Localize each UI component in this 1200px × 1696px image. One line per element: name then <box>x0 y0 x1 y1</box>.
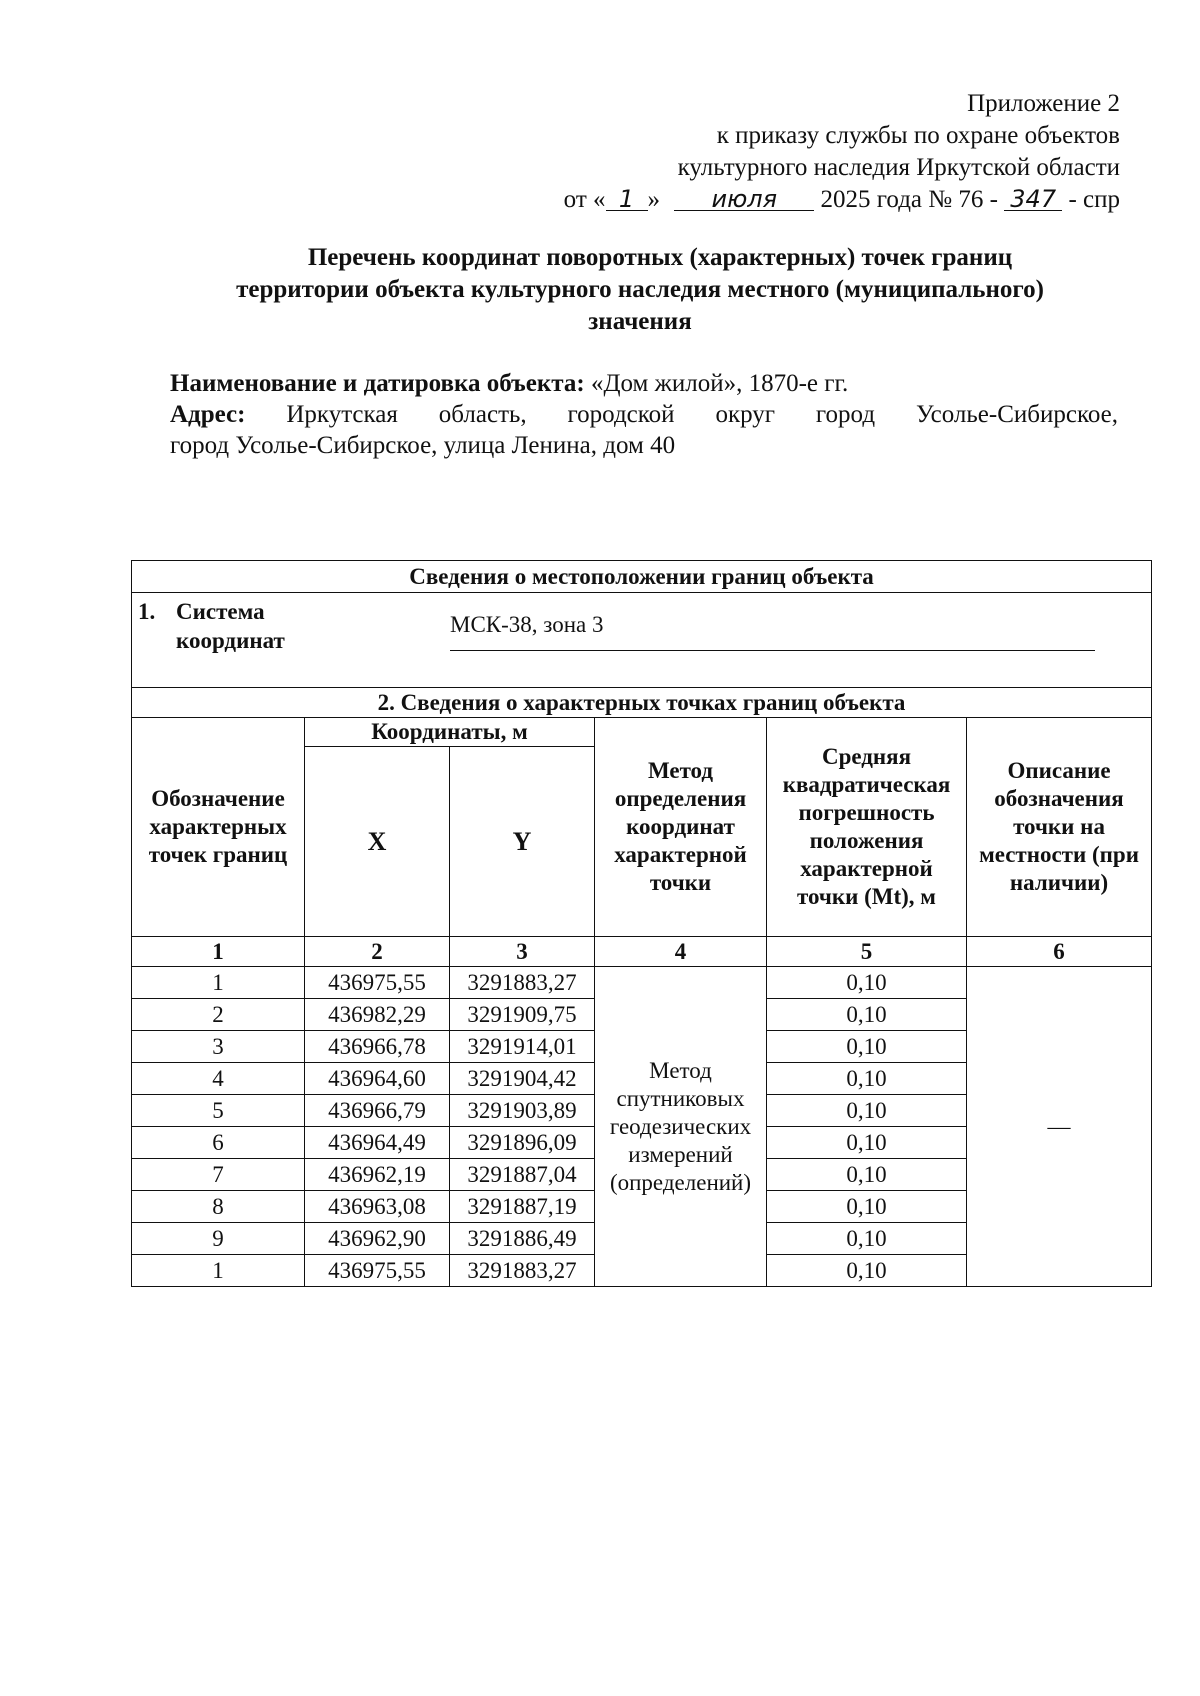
handwritten-day: 1 <box>606 188 648 211</box>
point-cell: 3 <box>132 1031 305 1063</box>
header-method: Метод определения координат характерной точки <box>595 718 767 937</box>
y-cell: 3291883,27 <box>450 1255 595 1287</box>
order-year-text: 2025 года № 76 - <box>820 186 998 213</box>
mt-cell: 0,10 <box>767 999 967 1031</box>
appendix-header <box>564 88 1120 216</box>
appendix-line-3: культурного наследия Иркутской области <box>677 154 1120 181</box>
object-name-line <box>170 368 1118 399</box>
x-cell: 436975,55 <box>305 967 450 999</box>
appendix-line-2: к приказу службы по охране объектов <box>716 122 1120 149</box>
coordinate-system-label-1: Система <box>176 599 265 624</box>
point-cell: 1 <box>132 967 305 999</box>
point-cell: 2 <box>132 999 305 1031</box>
column-number: 2 <box>305 937 450 967</box>
point-cell: 8 <box>132 1191 305 1223</box>
point-cell: 6 <box>132 1127 305 1159</box>
header-point-designation: Обозначение характерных точек границ <box>132 718 305 937</box>
x-cell: 436966,79 <box>305 1095 450 1127</box>
y-cell: 3291896,09 <box>450 1127 595 1159</box>
point-cell: 9 <box>132 1223 305 1255</box>
header-description: Описание обозначения точки на местности (при наличии) <box>967 718 1152 937</box>
x-cell: 436964,49 <box>305 1127 450 1159</box>
section-1-title: Сведения о местоположении границ объекта <box>132 561 1152 593</box>
y-cell: 3291909,75 <box>450 999 595 1031</box>
column-numbers-row <box>132 937 1152 967</box>
title-line-2: территории объекта культурного наследия местного (муниципального) <box>236 276 1044 303</box>
coordinate-system-number: 1. <box>138 599 156 624</box>
header-mean-error: Средняя квадратическая погрешность положения характерной точки (Mt), м <box>767 718 967 937</box>
mt-cell: 0,10 <box>767 1191 967 1223</box>
date-prefix: от « <box>563 186 606 213</box>
header-x: X <box>305 747 450 937</box>
coordinate-system-cell <box>132 593 1152 688</box>
method-cell: Метод спутниковых геодезических измерений (определений) <box>595 967 767 1287</box>
mt-cell: 0,10 <box>767 1127 967 1159</box>
mt-cell: 0,10 <box>767 1063 967 1095</box>
mt-cell: 0,10 <box>767 967 967 999</box>
y-cell: 3291903,89 <box>450 1095 595 1127</box>
table-row <box>132 967 1152 999</box>
x-cell: 436963,08 <box>305 1191 450 1223</box>
section-2-title: 2. Сведения о характерных точках границ объекта <box>132 688 1152 718</box>
column-number: 6 <box>967 937 1152 967</box>
address-label: Адрес: <box>170 401 246 428</box>
mt-cell: 0,10 <box>767 1031 967 1063</box>
mt-cell: 0,10 <box>767 1255 967 1287</box>
address-line-2: город Усолье-Сибирское, улица Ленина, дом 40 <box>170 432 676 459</box>
y-cell: 3291887,04 <box>450 1159 595 1191</box>
title-line-3: значения <box>588 308 692 335</box>
column-number: 4 <box>595 937 767 967</box>
handwritten-month: июля <box>674 188 814 211</box>
column-number: 3 <box>450 937 595 967</box>
x-cell: 436966,78 <box>305 1031 450 1063</box>
y-cell: 3291887,19 <box>450 1191 595 1223</box>
document-title <box>150 242 1130 338</box>
y-cell: 3291914,01 <box>450 1031 595 1063</box>
y-cell: 3291904,42 <box>450 1063 595 1095</box>
coordinate-system-label <box>138 597 285 655</box>
mt-cell: 0,10 <box>767 1223 967 1255</box>
order-date-line <box>564 184 1120 216</box>
column-number: 1 <box>132 937 305 967</box>
point-cell: 5 <box>132 1095 305 1127</box>
coordinates-table <box>131 560 1152 1287</box>
x-cell: 436962,90 <box>305 1223 450 1255</box>
coordinate-system-underline <box>450 650 1095 651</box>
header-coordinates: Координаты, м <box>305 718 595 747</box>
appendix-title: Приложение 2 <box>967 90 1120 117</box>
coordinate-system-label-2: координат <box>176 628 285 653</box>
object-name-value: «Дом жилой», 1870-е гг. <box>590 370 849 397</box>
object-name-label: Наименование и датировка объекта: <box>170 370 585 397</box>
y-cell: 3291883,27 <box>450 967 595 999</box>
title-line-1: Перечень координат поворотных (характерных) точек границ <box>307 244 1013 271</box>
mt-cell: 0,10 <box>767 1159 967 1191</box>
object-info <box>170 368 1118 461</box>
point-cell: 4 <box>132 1063 305 1095</box>
description-cell: — <box>967 967 1152 1287</box>
x-cell: 436962,19 <box>305 1159 450 1191</box>
column-number: 5 <box>767 937 967 967</box>
order-suffix: - спр <box>1068 186 1120 213</box>
date-day-close: » <box>647 186 661 213</box>
address-value-1: Иркутская область, городской округ город Усолье-Сибирское, <box>286 401 1119 428</box>
x-cell: 436975,55 <box>305 1255 450 1287</box>
point-cell: 7 <box>132 1159 305 1191</box>
mt-cell: 0,10 <box>767 1095 967 1127</box>
x-cell: 436982,29 <box>305 999 450 1031</box>
handwritten-order-number: 347 <box>1004 188 1062 211</box>
x-cell: 436964,60 <box>305 1063 450 1095</box>
point-cell: 1 <box>132 1255 305 1287</box>
coordinate-system-value: МСК-38, зона 3 <box>450 612 604 637</box>
address-line-1 <box>170 399 1118 430</box>
header-y: Y <box>450 747 595 937</box>
y-cell: 3291886,49 <box>450 1223 595 1255</box>
